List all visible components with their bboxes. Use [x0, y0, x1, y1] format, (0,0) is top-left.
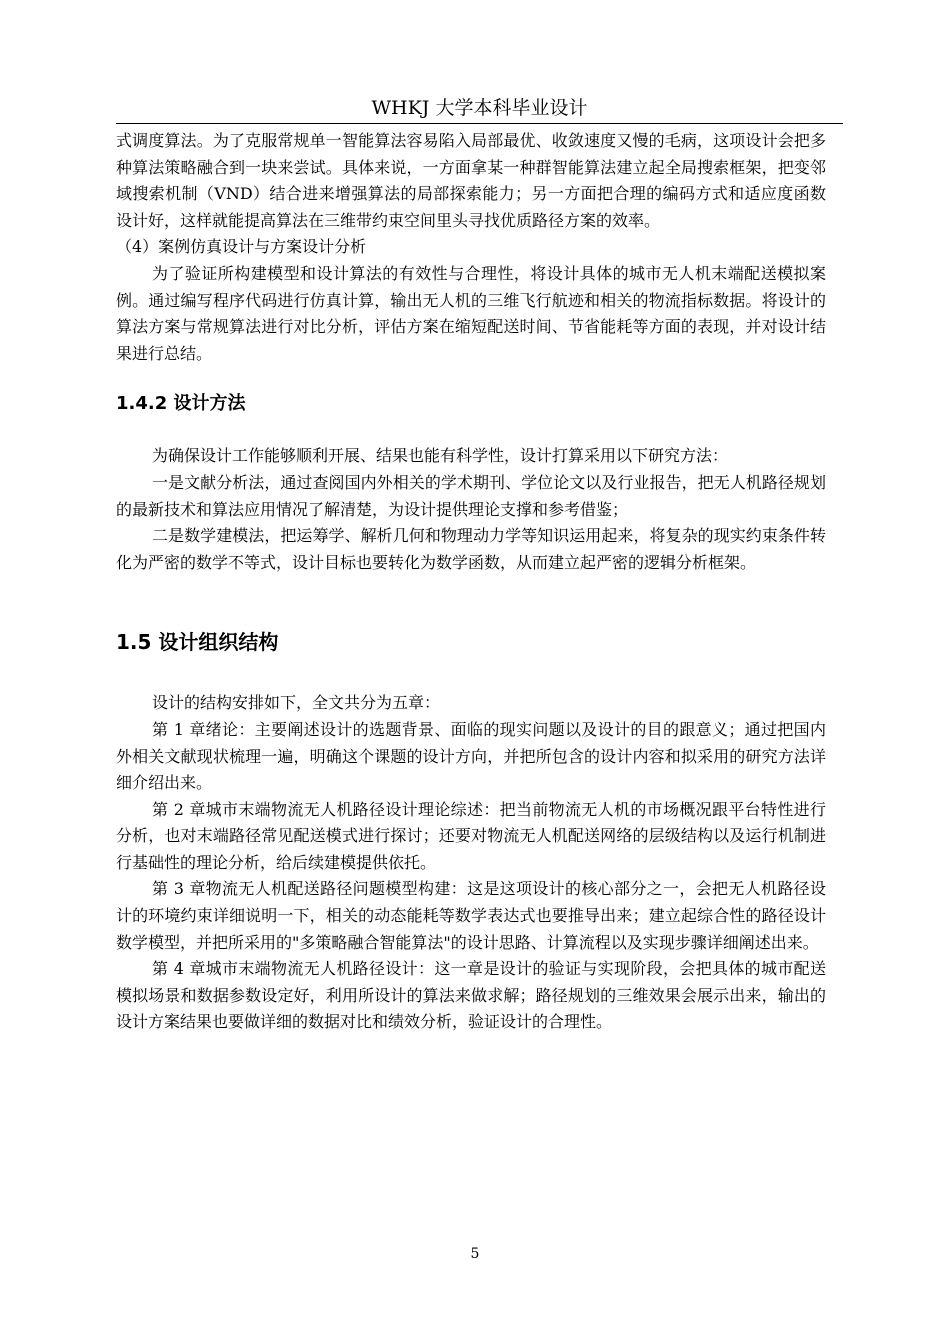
page-body: [116, 128, 826, 1036]
paragraph: 第 3 章物流无人机配送路径问题模型构建：这是这项设计的核心部分之一，会把无人机路径设计的环境约束详细说明一下，相关的动态能耗等数学表达式也要推导出来；建立起综合性的路径设计数学模型，并把所采用的"多策略融合智能算法"的设计思路、计算流程以及实现步骤详细阐述出来。: [116, 879, 826, 952]
page-number: 5: [470, 1246, 480, 1262]
paragraph: 为了验证所构建模型和设计算法的有效性与合理性，将设计具体的城市无人机末端配送模拟案例。通过编写程序代码进行仿真计算，输出无人机的三维飞行航迹和相关的物流指标数据。将设计的算法方案与常规算法进行对比分析，评估方案在缩短配送时间、节省能耗等方面的表现，并对设计结果进行总结。: [116, 263, 826, 363]
paragraph: 二是数学建模法，把运筹学、解析几何和物理动力学等知识运用起来，将复杂的现实约束条件转化为严密的数学不等式，设计目标也要转化为数学函数，从而建立起严密的逻辑分析框架。: [116, 526, 826, 572]
paragraph: 第 1 章绪论：主要阐述设计的选题背景、面临的现实问题以及设计的目的跟意义；通过把国内外相关文献现状梳理一遍，明确这个课题的设计方向，并把所包含的设计内容和拟采用的研究方法详细介绍出来。: [116, 719, 826, 793]
list-item-heading: （4）案例仿真设计与方案设计分析: [116, 237, 367, 257]
section-heading-1-5: 1.5 设计组织结构: [116, 630, 279, 655]
paragraph: 第 4 章城市末端物流无人机路径设计：这一章是设计的验证与实现阶段，会把具体的城市配送模拟场景和数据参数设定好，利用所设计的算法来做求解；路径规划的三维效果会展示出来，输出的设计方案结果也要做详细的数据对比和绩效分析，验证设计的合理性。: [116, 959, 826, 1032]
header-divider: [116, 123, 843, 124]
paragraph: 式调度算法。为了克服常规单一智能算法容易陷入局部最优、收敛速度又慢的毛病，这项设计会把多种算法策略融合到一块来尝试。具体来说，一方面拿某一种群智能算法建立起全局搜索框架，把变邻域搜索机制（VND）结合进来增强算法的局部探索能力；另一方面把合理的编码方式和适应度函数设计好，这样就能提高算法在三维带约束空间里头寻找优质路径方案的效率。: [116, 131, 826, 230]
paragraph: 设计的结构安排如下，全文共分为五章：: [152, 693, 441, 713]
paragraph: 一是文献分析法，通过查阅国内外相关的学术期刊、学位论文以及行业报告，把无人机路径规划的最新技术和算法应用情况了解清楚，为设计提供理论支撑和参考借鉴；: [116, 472, 826, 519]
section-heading-1-4-2: 1.4.2 设计方法: [116, 393, 246, 415]
paragraph: 第 2 章城市末端物流无人机路径设计理论综述：把当前物流无人机的市场概况跟平台特性进行分析，也对末端路径常见配送模式进行探讨；还要对物流无人机配送网络的层级结构以及运行机制进行基础性的理论分析，给后续建模提供依托。: [116, 799, 826, 872]
page-header: WHKJ 大学本科毕业设计: [371, 97, 588, 119]
paragraph: 为确保设计工作能够顺利开展、结果也能有科学性，设计打算采用以下研究方法：: [152, 446, 729, 466]
